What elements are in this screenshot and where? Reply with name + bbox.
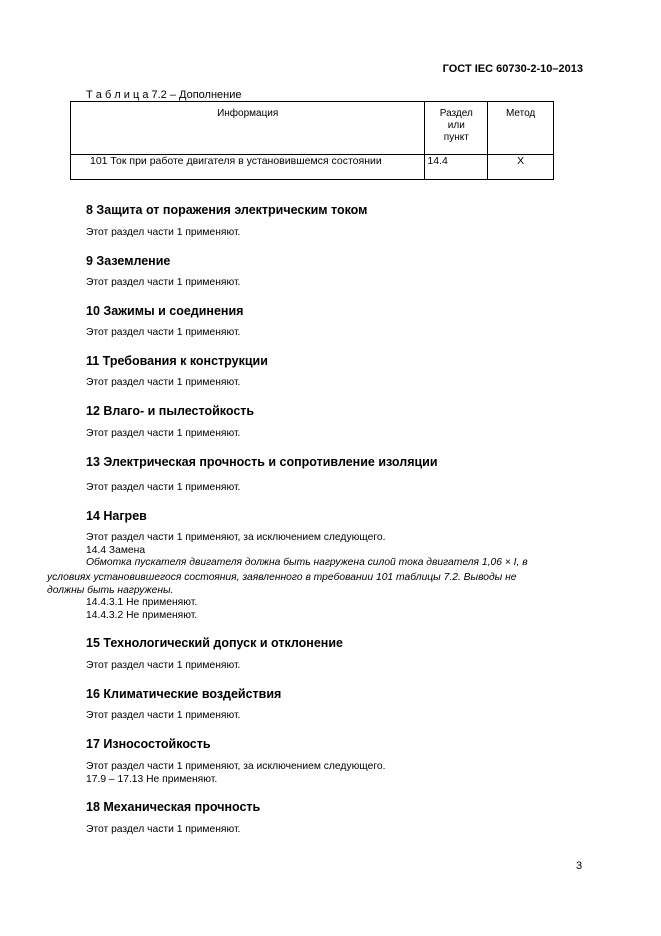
section-15-body xyxy=(86,660,586,673)
section-11-body xyxy=(86,377,586,390)
section-heading: 14 Нагрев xyxy=(86,509,147,523)
section-heading: 15 Технологический допуск и отклонение xyxy=(86,636,343,650)
section-8-body xyxy=(86,227,586,240)
section-text: Этот раздел части 1 применяют. xyxy=(86,660,241,671)
replacement-text-line: должны быть нагружены. xyxy=(47,584,174,596)
section-13-body xyxy=(86,482,586,495)
section-text: Этот раздел части 1 применяют, за исключением следующего. xyxy=(86,761,386,772)
table-cell-section: 14.4 xyxy=(425,155,488,180)
section-heading: 10 Зажимы и соединения xyxy=(86,304,244,318)
section-text: Этот раздел части 1 применяют, за исключением следующего. xyxy=(86,532,386,543)
table-row xyxy=(71,155,554,180)
section-17-body xyxy=(86,761,586,786)
section-text: Этот раздел части 1 применяют. xyxy=(86,710,241,721)
page-number: 3 xyxy=(576,860,583,872)
section-18-body xyxy=(86,824,586,837)
section-9 xyxy=(86,254,586,268)
section-13 xyxy=(86,455,586,469)
section-11 xyxy=(86,354,586,368)
section-12-body xyxy=(86,428,586,441)
table-header-info: Информация xyxy=(71,102,425,155)
table-header-row xyxy=(71,102,554,155)
table-header-section-line: Раздел xyxy=(439,108,473,119)
table-header-section-line: или xyxy=(447,120,465,131)
table-header-method: Метод xyxy=(488,102,554,155)
table-caption: Т а б л и ц а 7.2 – Дополнение xyxy=(86,89,242,101)
section-heading: 8 Защита от поражения электрическим током xyxy=(86,203,368,217)
section-text: Этот раздел части 1 применяют. xyxy=(86,824,241,835)
replacement-text-line: Обмотка пускателя двигателя должна быть нагружена силой тока двигателя 1,06 × I, в xyxy=(86,557,528,568)
section-heading: 17 Износостойкость xyxy=(86,737,211,751)
section-16-body xyxy=(86,710,586,723)
table-header-section xyxy=(425,102,488,155)
section-17 xyxy=(86,737,586,751)
section-text: Этот раздел части 1 применяют. xyxy=(86,227,241,238)
section-text: Этот раздел части 1 применяют. xyxy=(86,327,241,338)
section-10 xyxy=(86,304,586,318)
section-text: Этот раздел части 1 применяют. xyxy=(86,377,241,388)
subitem: 14.4.3.2 Не применяют. xyxy=(86,609,198,621)
section-heading: 16 Климатические воздействия xyxy=(86,687,282,701)
table-cell-info: 101 Ток при работе двигателя в установившемся состоянии xyxy=(71,155,425,180)
section-14 xyxy=(86,509,586,523)
section-14-body xyxy=(86,532,586,570)
table-cell-method: Х xyxy=(488,155,554,180)
subitem: 14.4.3.1 Не применяют. xyxy=(86,597,198,608)
standard-designation: ГОСТ IEC 60730-2-10–2013 xyxy=(442,63,583,75)
section-text: Этот раздел части 1 применяют. xyxy=(86,482,241,493)
table-header-section-line: пункт xyxy=(443,132,469,143)
section-heading: 11 Требования к конструкции xyxy=(86,354,268,368)
table-7-2 xyxy=(70,101,554,180)
replacement-text-line: условиях установившегося состояния, заявленного в требовании 101 таблицы 7.2. Выводы не xyxy=(47,572,517,583)
section-10-body xyxy=(86,327,586,340)
section-text: Этот раздел части 1 применяют. xyxy=(86,428,241,439)
section-16 xyxy=(86,687,586,701)
section-14-items xyxy=(86,597,586,622)
section-18 xyxy=(86,800,586,814)
subitem: 17.9 – 17.13 Не применяют. xyxy=(86,773,218,785)
section-8 xyxy=(86,203,586,217)
section-15 xyxy=(86,636,586,650)
section-12 xyxy=(86,404,586,418)
section-heading: 9 Заземление xyxy=(86,254,171,268)
section-9-body xyxy=(86,277,586,290)
section-heading: 18 Механическая прочность xyxy=(86,800,261,814)
section-heading: 12 Влаго- и пылестойкость xyxy=(86,404,255,418)
section-text: Этот раздел части 1 применяют. xyxy=(86,277,241,288)
section-heading: 13 Электрическая прочность и сопротивление изоляции xyxy=(86,455,438,469)
subsection-title: 14.4 Замена xyxy=(86,544,146,556)
replacement-text-cont xyxy=(47,572,517,597)
